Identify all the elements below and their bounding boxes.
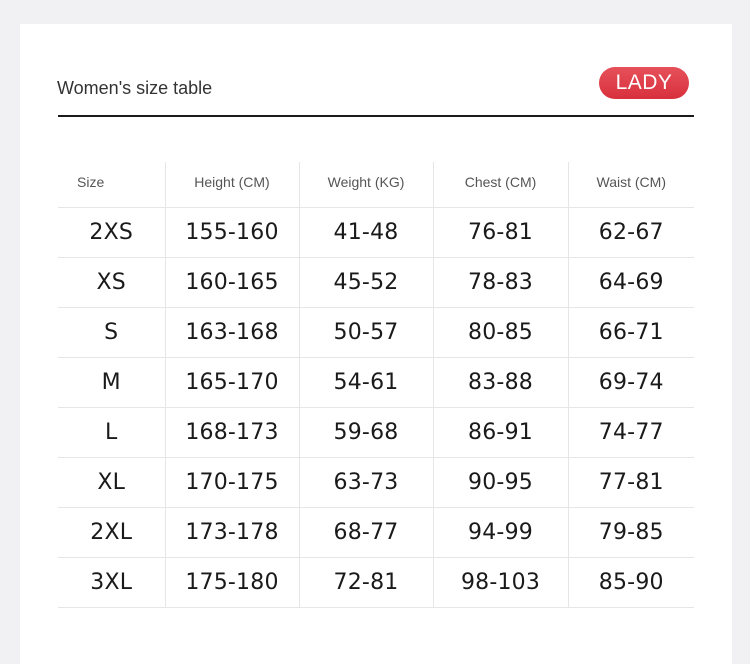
table-row bbox=[58, 508, 694, 558]
chest-cell: 90-95 bbox=[433, 458, 568, 508]
weight-cell: 54-61 bbox=[299, 358, 433, 408]
table-row bbox=[58, 308, 694, 358]
height-cell: 170-175 bbox=[165, 458, 299, 508]
chest-cell: 94-99 bbox=[433, 508, 568, 558]
size-chart-card bbox=[20, 24, 732, 664]
title-divider bbox=[58, 115, 694, 117]
column-header-waist: Waist (CM) bbox=[568, 162, 694, 208]
column-header-height: Height (CM) bbox=[165, 162, 299, 208]
chest-cell: 98-103 bbox=[433, 558, 568, 608]
column-header-chest: Chest (CM) bbox=[433, 162, 568, 208]
table-row bbox=[58, 258, 694, 308]
table-row bbox=[58, 458, 694, 508]
chest-cell: 86-91 bbox=[433, 408, 568, 458]
chest-cell: 76-81 bbox=[433, 208, 568, 258]
height-cell: 155-160 bbox=[165, 208, 299, 258]
weight-cell: 45-52 bbox=[299, 258, 433, 308]
waist-cell: 69-74 bbox=[568, 358, 694, 408]
waist-cell: 66-71 bbox=[568, 308, 694, 358]
chest-cell: 78-83 bbox=[433, 258, 568, 308]
height-cell: 173-178 bbox=[165, 508, 299, 558]
height-cell: 160-165 bbox=[165, 258, 299, 308]
table-row bbox=[58, 408, 694, 458]
column-header-size: Size bbox=[58, 162, 165, 208]
weight-cell: 63-73 bbox=[299, 458, 433, 508]
size-cell: 3XL bbox=[58, 558, 165, 608]
table-row bbox=[58, 208, 694, 258]
waist-cell: 62-67 bbox=[568, 208, 694, 258]
weight-cell: 59-68 bbox=[299, 408, 433, 458]
size-table bbox=[58, 162, 694, 608]
height-cell: 163-168 bbox=[165, 308, 299, 358]
page-title: Women's size table bbox=[57, 78, 213, 98]
lady-badge: LADY bbox=[599, 67, 689, 99]
size-cell: M bbox=[58, 358, 165, 408]
size-cell: XL bbox=[58, 458, 165, 508]
table-row bbox=[58, 358, 694, 408]
waist-cell: 74-77 bbox=[568, 408, 694, 458]
chest-cell: 83-88 bbox=[433, 358, 568, 408]
table-header-row bbox=[58, 162, 694, 208]
height-cell: 175-180 bbox=[165, 558, 299, 608]
waist-cell: 77-81 bbox=[568, 458, 694, 508]
weight-cell: 41-48 bbox=[299, 208, 433, 258]
weight-cell: 72-81 bbox=[299, 558, 433, 608]
size-cell: S bbox=[58, 308, 165, 358]
height-cell: 165-170 bbox=[165, 358, 299, 408]
waist-cell: 64-69 bbox=[568, 258, 694, 308]
table-row bbox=[58, 558, 694, 608]
weight-cell: 68-77 bbox=[299, 508, 433, 558]
chest-cell: 80-85 bbox=[433, 308, 568, 358]
height-cell: 168-173 bbox=[165, 408, 299, 458]
waist-cell: 79-85 bbox=[568, 508, 694, 558]
waist-cell: 85-90 bbox=[568, 558, 694, 608]
size-cell: 2XS bbox=[58, 208, 165, 258]
size-cell: 2XL bbox=[58, 508, 165, 558]
size-cell: XS bbox=[58, 258, 165, 308]
weight-cell: 50-57 bbox=[299, 308, 433, 358]
size-cell: L bbox=[58, 408, 165, 458]
column-header-weight: Weight (KG) bbox=[299, 162, 433, 208]
